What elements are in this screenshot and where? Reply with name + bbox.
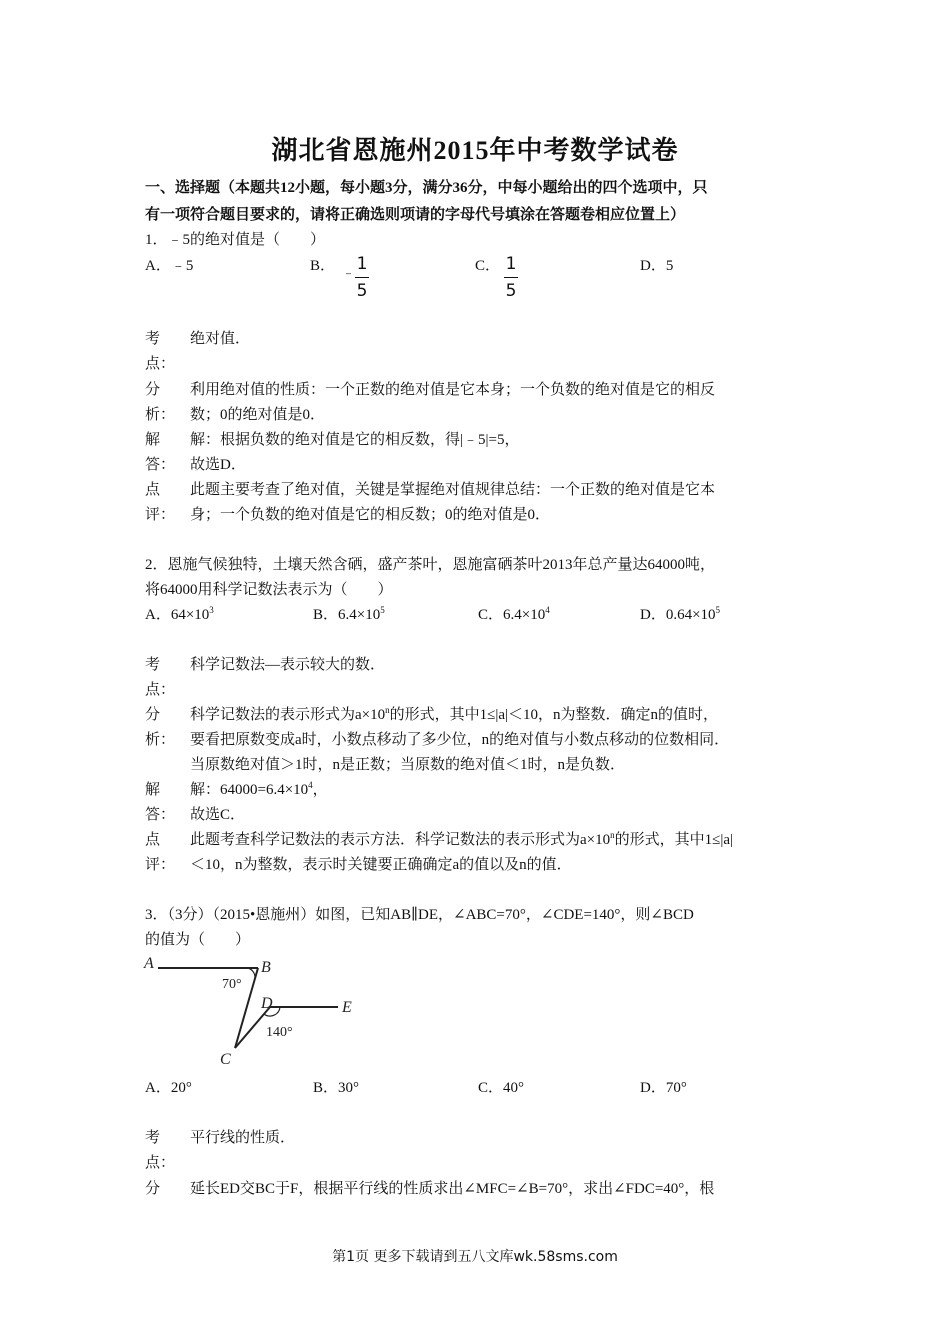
q2-jieda-sup: 4 [308, 780, 313, 790]
q1-option-b-label: B． [310, 258, 336, 274]
section-heading-line2: 有一项符合题目要求的，请将正确选则项请的字母代号填涂在答题卷相应位置上） [145, 207, 686, 223]
q2-dianping-text-2: ＜10，n为整数，表示时关键要正确确定a的值以及n的值． [190, 857, 572, 873]
q2-jieda-label-2: 答： [145, 807, 176, 823]
q2-dianping-text-1a: 此题考查科学记数法的表示方法．科学记数法的表示形式为a×10 [190, 832, 611, 848]
q1-fenxi-label-2: 析： [145, 407, 176, 423]
q2-kaodian-label-2: 点： [145, 682, 176, 698]
point-c-label: C [220, 1051, 231, 1068]
q2-option-b-base: B．6.4×10 [313, 607, 381, 623]
q3-kaodian-text: 平行线的性质． [190, 1130, 296, 1146]
q2-fenxi-text-1a: 科学记数法的表示形式为a×10 [190, 707, 386, 723]
q1-kaodian-label-1: 考 [145, 331, 161, 347]
point-d-label: D [261, 995, 273, 1012]
q1-kaodian-text: 绝对值． [190, 331, 251, 347]
q2-kaodian-text: 科学记数法—表示较大的数． [190, 657, 386, 673]
q1-jieda-label-2: 答： [145, 457, 176, 473]
point-e-label: E [342, 999, 352, 1016]
q1-dianping-text-2: 身；一个负数的绝对值是它的相反数；0的绝对值是0． [190, 507, 551, 523]
q1-kaodian-label-2: 点： [145, 356, 176, 372]
q1-dianping-text-1: 此题主要考查了绝对值，关键是掌握绝对值规律总结：一个正数的绝对值是它本 [190, 482, 716, 498]
q2-fenxi-label-1: 分 [145, 707, 161, 723]
q2-dianping-sup: n [610, 830, 615, 840]
angle-d-label: 140° [266, 1025, 293, 1040]
q2-jieda-text-1b: ， [312, 782, 328, 798]
angle-b-arc [248, 968, 255, 978]
q2-option-d-base: D．0.64×10 [640, 607, 716, 623]
fraction-numerator: 1 [505, 254, 517, 274]
q1-jieda-text-2: 故选D． [190, 457, 246, 473]
q1-fenxi-label-1: 分 [145, 382, 161, 398]
q2-dianping-text-1b: 的形式，其中1≤|a| [614, 832, 734, 848]
q2-stem-line1: 2．恩施气候独特，土壤天然含硒，盛产茶叶，恩施富硒茶叶2013年总产量达64000吨， [145, 557, 716, 573]
q3-option-a: A．20° [145, 1080, 192, 1096]
fraction-denominator: 5 [505, 281, 517, 301]
q1-option-c-fraction [504, 254, 518, 301]
q2-option-b-exp: 5 [380, 605, 385, 615]
q1-dianping-label-1: 点 [145, 482, 161, 498]
q3-stem-line1: 3．（3分）（2015•恩施州）如图，已知AB∥DE，∠ABC=70°，∠CDE=140°，则∠BCD [145, 907, 694, 923]
q2-option-c-exp: 4 [545, 605, 550, 615]
angle-b-label: 70° [222, 977, 242, 992]
q1-option-b-fraction [355, 254, 369, 301]
q2-dianping-label-1: 点 [145, 832, 161, 848]
q2-fenxi-text-3: 当原数绝对值＞1时，n是正数；当原数的绝对值＜1时，n是负数． [190, 757, 626, 773]
q2-jieda-text-1a: 解：64000=6.4×10 [190, 782, 309, 798]
q2-dianping-label-2: 评： [145, 857, 176, 873]
q2-option-a [145, 603, 214, 624]
q2-option-b [313, 603, 385, 624]
q2-fenxi-label-2: 析： [145, 732, 176, 748]
q3-option-b: B．30° [313, 1080, 360, 1096]
q3-option-c: C．40° [478, 1080, 525, 1096]
q2-fenxi-text-1b: 的形式，其中1≤|a|＜10，n为整数．确定n的值时， [389, 707, 719, 723]
q2-option-a-exp: 3 [209, 605, 214, 615]
q2-kaodian-label-1: 考 [145, 657, 161, 673]
q2-option-c-base: C．6.4×10 [478, 607, 546, 623]
q2-jieda-text-1 [190, 778, 328, 799]
q1-option-a: A．﹣5 [145, 258, 194, 274]
page-title: 湖北省恩施州2015年中考数学试卷 [271, 136, 679, 165]
q3-figure [140, 950, 370, 1070]
q3-kaodian-label-1: 考 [145, 1130, 161, 1146]
fraction-denominator: 5 [356, 281, 368, 301]
q2-fenxi-text-1 [190, 703, 718, 724]
q3-fenxi-text-1: 延长ED交BC于F，根据平行线的性质求出∠MFC=∠B=70°，求出∠FDC=40°，根 [190, 1181, 715, 1197]
q1-option-d: D．5 [640, 258, 674, 274]
q2-stem-line2: 将64000用科学记数法表示为（ ） [145, 582, 393, 598]
q2-option-d [640, 603, 720, 624]
fraction-bar [504, 277, 518, 278]
q3-option-d: D．70° [640, 1080, 687, 1096]
q1-jieda-label-1: 解 [145, 432, 161, 448]
point-b-label: B [261, 959, 271, 976]
q2-option-d-exp: 5 [715, 605, 721, 615]
point-a-label: A [144, 955, 154, 972]
q1-option-b-sign: ﹣ [342, 265, 356, 280]
q1-jieda-text-1: 解：根据负数的绝对值是它的相反数，得|﹣5|=5， [190, 432, 520, 448]
q2-option-c [478, 603, 550, 624]
q1-fenxi-text-1: 利用绝对值的性质：一个正数的绝对值是它本身；一个负数的绝对值是它的相反 [190, 382, 716, 398]
q1-stem: 1．﹣5的绝对值是（ ） [145, 232, 326, 248]
fraction-numerator: 1 [356, 254, 368, 274]
q1-fenxi-text-2: 数；0的绝对值是0． [190, 407, 326, 423]
q1-dianping-label-2: 评： [145, 507, 176, 523]
q2-option-a-base: A．64×10 [145, 607, 210, 623]
q2-dianping-text-1 [190, 828, 733, 849]
q2-jieda-text-2: 故选C． [190, 807, 246, 823]
q1-option-c-label: C． [475, 258, 501, 274]
q3-stem-line2: 的值为（ ） [145, 932, 251, 948]
q3-fenxi-label-1: 分 [145, 1181, 161, 1197]
section-heading-line1: 一、选择题（本题共12小题，每小题3分，满分36分，中每小题给出的四个选项中，只 [145, 180, 708, 196]
q2-fenxi-sup: n [385, 705, 390, 715]
page-footer: 第1页 更多下载请到五八文库wk.58sms.com [332, 1249, 618, 1265]
fraction-bar [355, 277, 369, 278]
q3-kaodian-label-2: 点： [145, 1155, 176, 1171]
q2-fenxi-text-2: 要看把原数变成a时，小数点移动了多少位，n的绝对值与小数点移动的位数相同． [190, 732, 730, 748]
q2-jieda-label-1: 解 [145, 782, 161, 798]
